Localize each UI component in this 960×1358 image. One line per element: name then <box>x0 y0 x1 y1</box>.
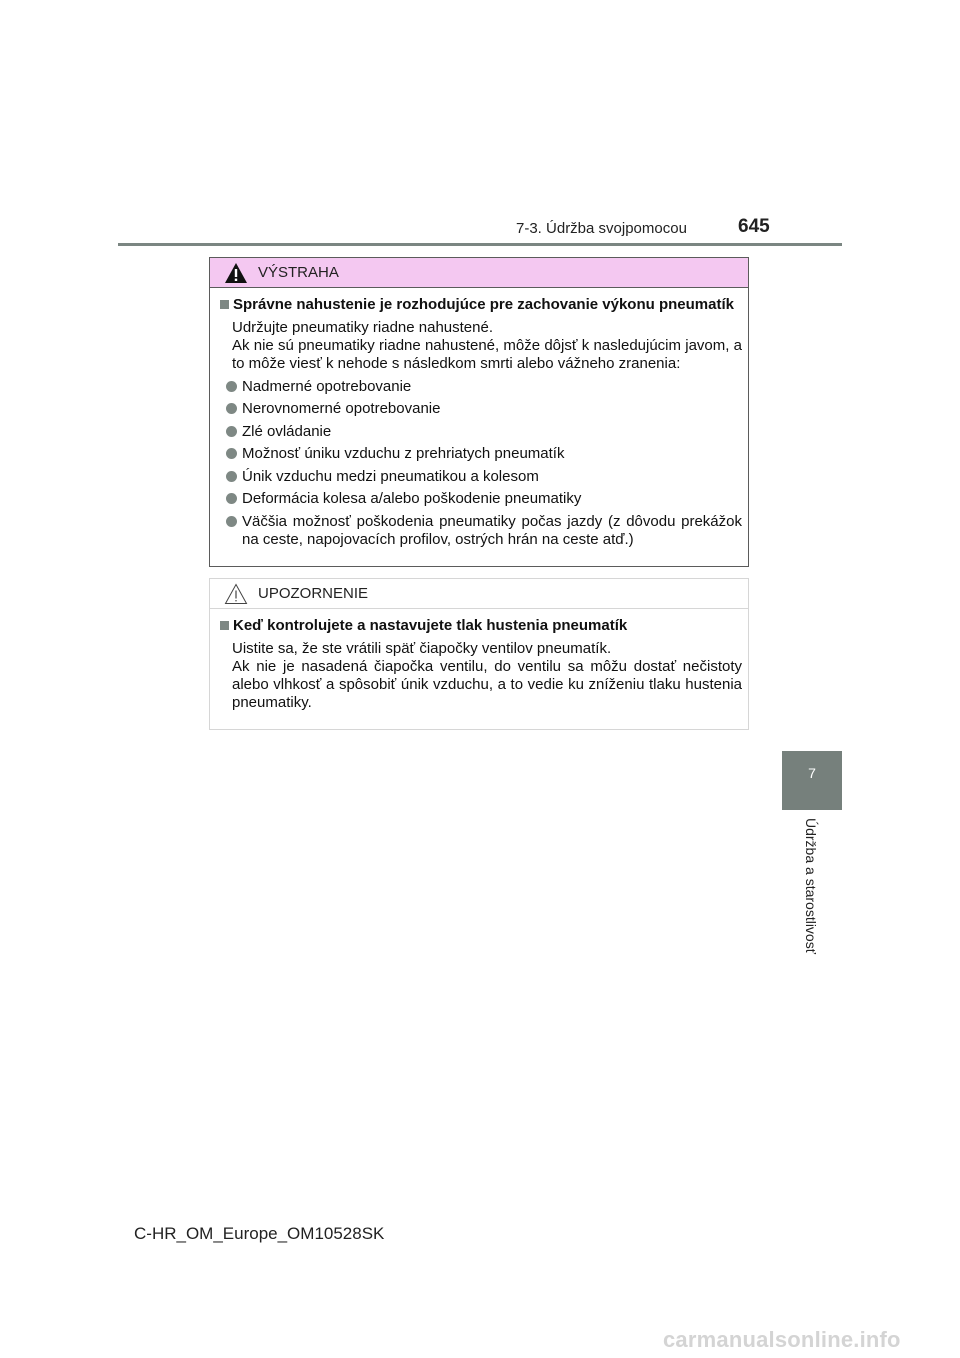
circle-bullet-icon <box>226 426 237 437</box>
circle-bullet-icon <box>226 471 237 482</box>
notice-body <box>210 609 748 712</box>
chapter-number: 7 <box>808 765 816 781</box>
notice-paragraph-line: Uistite sa, že ste vrátili späť čiapočky ventilov pneumatík. <box>232 640 612 657</box>
page-number: 645 <box>738 216 770 237</box>
chapter-tab[interactable] <box>782 751 842 810</box>
warning-header <box>210 258 748 288</box>
list-item <box>226 400 742 418</box>
chapter-title: Údržba a starostlivosť <box>803 818 819 954</box>
warning-bullet-list <box>220 378 742 549</box>
circle-bullet-icon <box>226 493 237 504</box>
list-item-text: Väčšia možnosť poškodenia pneumatiky počas jazdy (z dôvodu prekážok na ceste, napojovacích profilov, ostrých hrán na ceste atď.) <box>242 512 742 548</box>
square-bullet-icon <box>220 300 229 309</box>
circle-bullet-icon <box>226 381 237 392</box>
list-item <box>226 423 742 441</box>
watermark: carmanualsonline.info <box>663 1327 901 1352</box>
notice-header <box>210 579 748 609</box>
notice-box <box>209 578 749 730</box>
notice-triangle-icon <box>224 583 248 605</box>
notice-title: UPOZORNENIE <box>258 585 369 602</box>
notice-subheading-text: Keď kontrolujete a nastavujete tlak hustenia pneumatík <box>233 617 628 634</box>
warning-paragraph-line: Udržujte pneumatiky riadne nahustené. <box>232 319 493 336</box>
warning-paragraph-line: Ak nie sú pneumatiky riadne nahustené, môže dôjsť k nasledujúcim javom, a to môže viesť k nehode s následkom smrti alebo vážneho zranenia: <box>232 337 742 372</box>
warning-subheading <box>220 296 742 314</box>
warning-body <box>210 288 748 549</box>
list-item-text: Možnosť úniku vzduchu z prehriatych pneumatík <box>242 445 565 462</box>
circle-bullet-icon <box>226 516 237 527</box>
section-title: 7-3. Údržba svojpomocou <box>516 220 687 237</box>
list-item <box>226 513 742 549</box>
notice-paragraph-line: Ak nie je nasadená čiapočka ventilu, do ventilu sa môžu dostať nečistoty alebo vlhkosť a spôsobiť únik vzduchu, a to vedie ku zníženiu tlaku hustenia pneumatiky. <box>232 658 742 711</box>
header-rule <box>118 243 842 246</box>
warning-title: VÝSTRAHA <box>258 264 339 281</box>
list-item-text: Deformácia kolesa a/alebo poškodenie pneumatiky <box>242 490 582 507</box>
warning-paragraph <box>232 319 742 373</box>
list-item <box>226 468 742 486</box>
footer-doc-id: C-HR_OM_Europe_OM10528SK <box>134 1224 385 1243</box>
list-item-text: Únik vzduchu medzi pneumatikou a kolesom <box>242 467 539 485</box>
notice-subheading <box>220 617 742 635</box>
list-item-text: Zlé ovládanie <box>242 422 332 440</box>
notice-paragraph <box>232 640 742 712</box>
warning-subheading-text: Správne nahustenie je rozhodujúce pre zachovanie výkonu pneumatík <box>233 296 734 313</box>
list-item-text: Nadmerné opotrebovanie <box>242 377 412 395</box>
list-item <box>226 378 742 396</box>
circle-bullet-icon <box>226 448 237 459</box>
warning-triangle-icon <box>224 262 248 284</box>
square-bullet-icon <box>220 621 229 630</box>
list-item-text: Nerovnomerné opotrebovanie <box>242 400 441 417</box>
list-item <box>226 445 742 463</box>
circle-bullet-icon <box>226 403 237 414</box>
warning-box <box>209 257 749 567</box>
list-item <box>226 490 742 508</box>
